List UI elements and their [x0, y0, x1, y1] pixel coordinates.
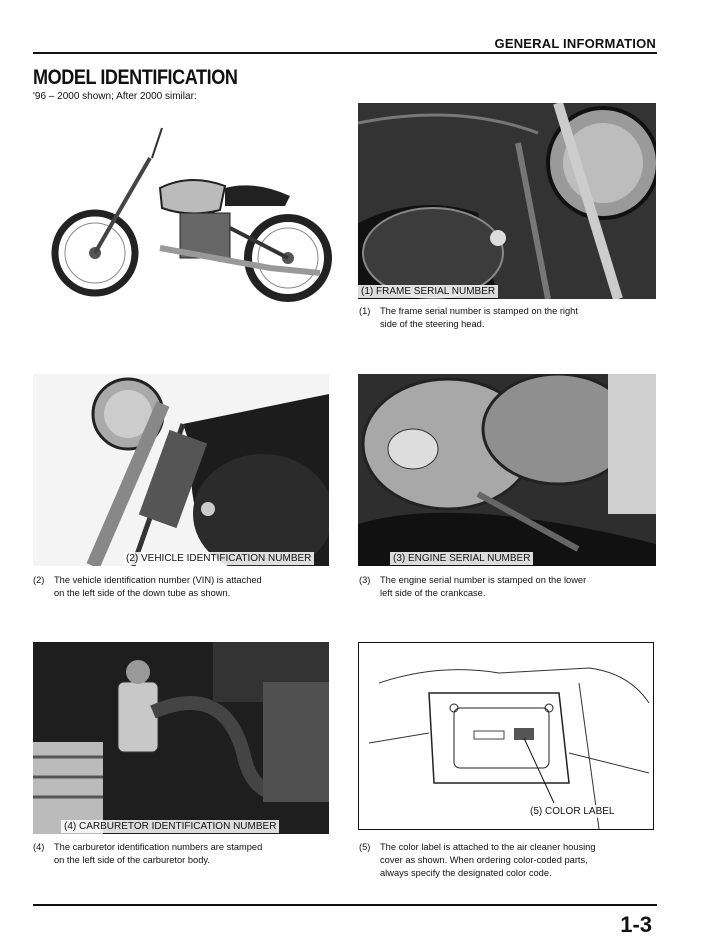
caption-line: The engine serial number is stamped on the lower	[380, 575, 587, 585]
caption-number: (4)	[33, 842, 45, 852]
caption-number: (2)	[33, 575, 45, 585]
color-label-drawing	[358, 642, 654, 830]
caption-line: side of the steering head.	[380, 319, 485, 329]
frame-serial-photo	[358, 103, 656, 299]
footer-rule	[33, 904, 657, 906]
motorcycle-image	[40, 118, 340, 308]
caption-line: left side of the crankcase.	[380, 588, 486, 598]
caption-line: always specify the designated color code.	[380, 868, 552, 878]
caption-line: The color label is attached to the air cleaner housing	[380, 842, 596, 852]
vin-photo	[33, 374, 329, 566]
caption-line: cover as shown. When ordering color-coded parts,	[380, 855, 588, 865]
callout-vin: (2) VEHICLE IDENTIFICATION NUMBER	[123, 552, 314, 565]
caption-line: on the left side of the down tube as shown.	[54, 588, 231, 598]
caption-line: The vehicle identification number (VIN) is attached	[54, 575, 262, 585]
caption-engine-serial	[359, 574, 657, 604]
caption-vin	[33, 574, 329, 604]
caption-carburetor	[33, 841, 329, 871]
callout-engine-serial: (3) ENGINE SERIAL NUMBER	[390, 552, 533, 565]
caption-line: on the left side of the carburetor body.	[54, 855, 210, 865]
page-subtitle: '96 – 2000 shown; After 2000 similar:	[33, 91, 197, 102]
callout-frame-serial: (1) FRAME SERIAL NUMBER	[358, 285, 498, 298]
caption-frame-serial	[359, 305, 657, 335]
engine-serial-photo	[358, 374, 656, 566]
callout-color-label: (5) COLOR LABEL	[527, 805, 617, 818]
carburetor-photo	[33, 642, 329, 834]
caption-number: (5)	[359, 842, 371, 852]
page-title: MODEL IDENTIFICATION	[33, 66, 238, 89]
callout-carburetor: (4) CARBURETOR IDENTIFICATION NUMBER	[61, 820, 279, 833]
caption-number: (3)	[359, 575, 371, 585]
caption-line: The carburetor identification numbers are stamped	[54, 842, 263, 852]
caption-line: The frame serial number is stamped on the right	[380, 306, 578, 316]
page-number: 1-3	[620, 912, 652, 937]
header-rule	[33, 52, 657, 54]
caption-number: (1)	[359, 306, 371, 316]
caption-color-label	[359, 841, 657, 883]
section-header: GENERAL INFORMATION	[494, 36, 656, 51]
